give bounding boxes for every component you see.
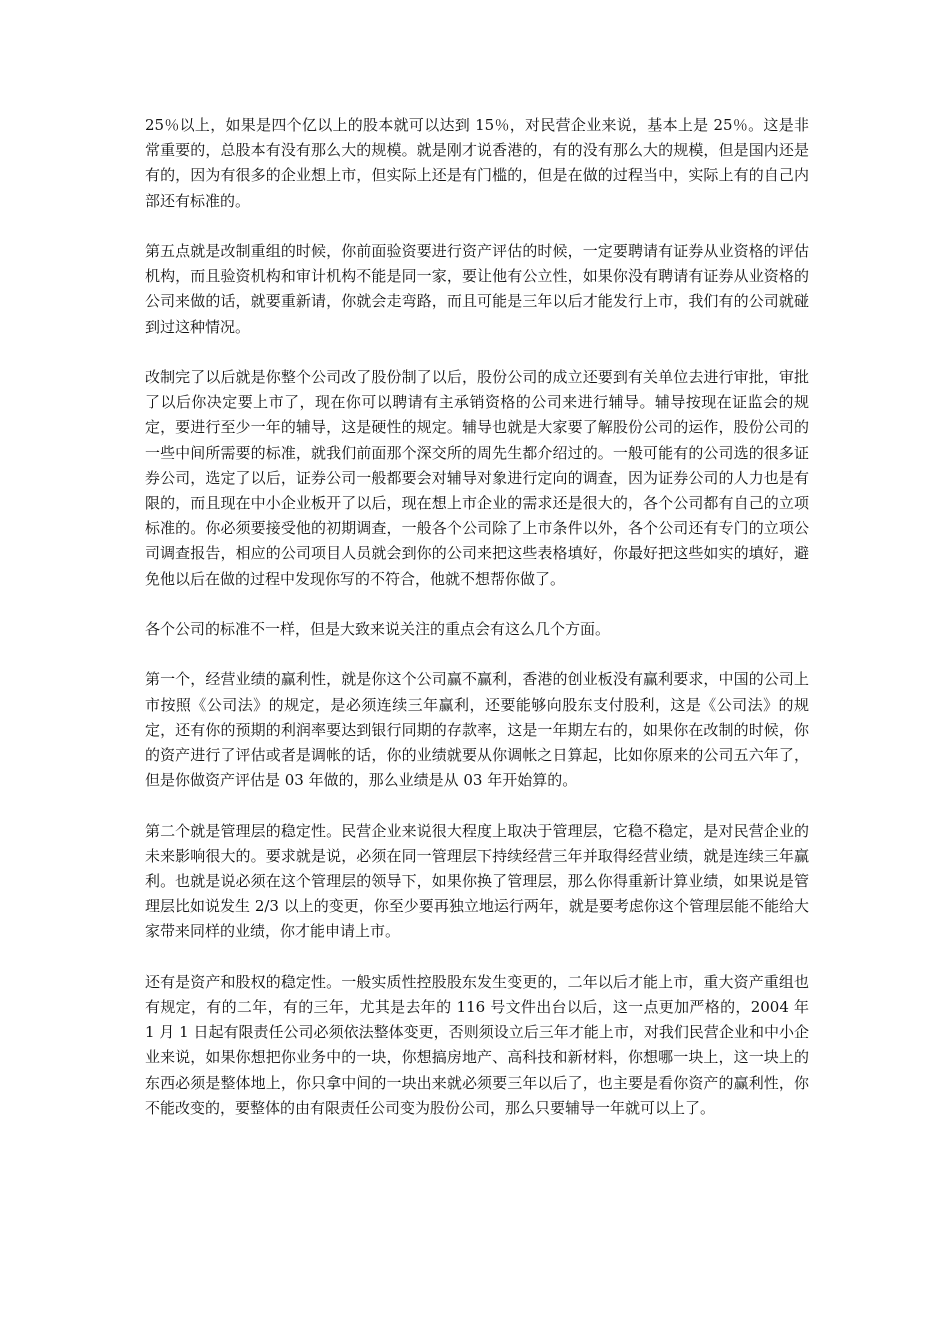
paragraph-2: 第五点就是改制重组的时候，你前面验资要进行资产评估的时候，一定要聘请有证券从业资格的评估机构，而且验资机构和审计机构不能是同一家，要让他有公立性，如果你没有聘请有证券从业资格的公司来做的话，就要重新请，你就会走弯路，而且可能是三年以后才能发行上市，我们有的公司就碰到过这种情况。 — [145, 242, 809, 336]
paragraph-6: 第二个就是管理层的稳定性。民营企业来说很大程度上取决于管理层，它稳不稳定，是对民营企业的未来影响很大的。要求就是说，必须在同一管理层下持续经营三年并取得经营业绩，就是连续三年赢利。也就是说必须在这个管理层的领导下，如果你换了管理层，那么你得重新计算业绩，如果说是管理层比如说发生 2/3 以上的变更，你至少要再独立地运行两年，就是要考虑你这个管理层能不能给大家带来同样的业绩，你才能申请上市。 — [145, 821, 809, 941]
paragraph-7: 还有是资产和股权的稳定性。一般实质性控股股东发生变更的，二年以后才能上市，重大资产重组也有规定，有的二年，有的三年，尤其是去年的 116 号文件出台以后，这一点更加严格的，2004 年 1 月 1 日起有限责任公司必须依法整体变更，否则须设立后三年才能上市，对我们民营企业和中小企业来说，如果你想把你业务中的一块，你想搞房地产、高科技和新材料，你想哪一块上，这一块上的东西必须是整体地上，你只拿中间的一块出来就必须要三年以后了，也主要是看你资产的赢利性，你不能改变的，要整体的由有限责任公司变为股份公司，那么只要辅导一年就可以上了。 — [145, 972, 809, 1117]
paragraph-4: 各个公司的标准不一样，但是大致来说关注的重点会有这么几个方面。 — [145, 620, 611, 639]
paragraph-1: 25％以上，如果是四个亿以上的股本就可以达到 15％，对民营企业来说，基本上是 25％。这是非常重要的，总股本有没有那么大的规模。就是刚才说香港的，有的没有那么大的规模，但是国内还是有的，因为有很多的企业想上市，但实际上还是有门槛的，但是在做的过程当中，实际上有的自己内部还有标准的。 — [145, 116, 809, 210]
paragraph-3: 改制完了以后就是你整个公司改了股份制了以后，股份公司的成立还要到有关单位去进行审批，审批了以后你决定要上市了，现在你可以聘请有主承销资格的公司来进行辅导。辅导按现在证监会的规定，要进行至少一年的辅导，这是硬性的规定。辅导也就是大家要了解股份公司的运作，股份公司的一些中间所需要的标准，就我们前面那个深交所的周先生都介绍过的。一般可能有的公司选的很多证券公司，选定了以后，证券公司一般都要会对辅导对象进行定向的调查，因为证券公司的人力也是有限的，而且现在中小企业板开了以后，现在想上市企业的需求还是很大的，各个公司都有自己的立项标准的。你必须要接受他的初期调查，一般各个公司除了上市条件以外，各个公司还有专门的立项公司调查报告，相应的公司项目人员就会到你的公司来把这些表格填好，你最好把这些如实的填好，避免他以后在做的过程中发现你写的不符合，他就不想帮你做了。 — [145, 368, 809, 588]
paragraph-5: 第一个，经营业绩的赢利性，就是你这个公司赢不赢利，香港的创业板没有赢利要求，中国的公司上市按照《公司法》的规定，是必须连续三年赢利，还要能够向股东支付股利，这是《公司法》的规定，还有你的预期的利润率要达到银行同期的存款率，这是一年期左右的，如果你在改制的时候，你的资产进行了评估或者是调帐的话，你的业绩就要从你调帐之日算起，比如你原来的公司五六年了，但是你做资产评估是 03 年做的，那么业绩是从 03 年开始算的。 — [145, 670, 809, 790]
document-body — [145, 113, 809, 1146]
